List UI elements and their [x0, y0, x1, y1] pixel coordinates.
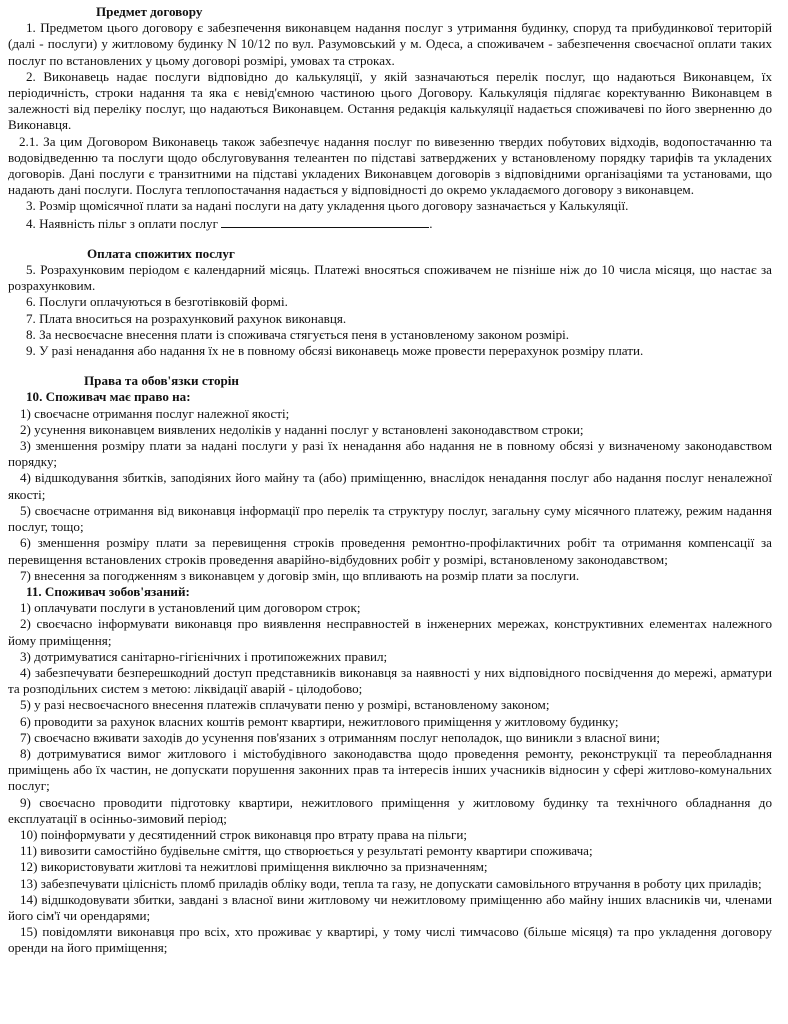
clause-9: 9. У разі ненадання або надання їх не в повному обсязі виконавець може провести перерахунок розміру плати. — [26, 343, 644, 359]
list-item: 9) своєчасно проводити підготовку квартири, нежитлового приміщення у житловому будинку та технічного обладнання до експлуатації в осінньо-зимовий період; — [8, 794, 772, 826]
list-item: 3) зменшення розміру плати за надані послуги у разі їх ненадання або надання не в повному обсязі у визначеному законодавством порядку; — [8, 438, 772, 470]
clause-7: 7. Плата вноситься на розрахунковий рахунок виконавця. — [26, 310, 347, 326]
list-item: 14) відшкодовувати збитки, завдані з власної вини житловому чи нежитловому приміщенню або майну інших власників чи, членами його сім'ї чи орендарями; — [8, 891, 772, 923]
clause-4-text: 4. Наявність пільг з оплати послуг — [26, 215, 218, 231]
list-item: 2) усунення виконавцем виявлених недоліків у наданні послуг у встановлені законодавством строки; — [20, 421, 584, 437]
clause-3: 3. Розмір щомісячної плати за надані послуги на дату укладення цього договору зазначається у Калькуляції. — [26, 198, 629, 214]
clause-2: 2. Виконавець надає послуги відповідно до калькуляції, у якій зазначаються перелік послуг, що надаються Виконавцем, їх періодичність, строки надання та яка є невід'ємною частиною цього Договору. Калькуляція підлягає коректуванню Виконавцем в залежності від переліку послуг, що надаються Виконавцем. Остання редакція калькуляції надається споживачеві по його зверненню до Виконавця. — [8, 68, 772, 133]
section-title-subject: Предмет договору — [96, 4, 203, 19]
list-item: 8) дотримуватися вимог житлового і містобудівного законодавства щодо проведення ремонту, реконструкції та переобладнання приміщень або їх частин, не допускати порушення законних прав та інтересів інших учасників відносин у сфері житлово-комунальних послуг; — [8, 745, 772, 794]
list-item: 1) своєчасне отримання послуг належної якості; — [20, 405, 290, 421]
list-item: 2) своєчасно інформувати виконавця про виявлення несправностей в інженерних мережах, конструктивних елементах належного йому приміщення; — [8, 616, 772, 648]
list-item: 7) своєчасно вживати заходів до усунення пов'язаних з отриманням послуг неполадок, що виникли з власної вини; — [20, 729, 661, 745]
consumer-duties-list — [8, 600, 772, 956]
consumer-duties-heading: 11. Споживач зобов'язаний: — [26, 583, 190, 599]
benefits-blank-line — [221, 215, 429, 228]
section-title-payment: Оплата спожитих послуг — [87, 245, 235, 261]
list-item: 4) відшкодування збитків, заподіяних його майну та (або) приміщенню, внаслідок ненадання послуг або надання послуг неналежної якості; — [8, 470, 772, 502]
list-item: 5) своєчасне отримання від виконавця інформації про перелік та структуру послуг, загальну суму місячного платежу, режим надання послуг, тощо; — [8, 502, 772, 535]
list-item: 7) внесення за погодженням з виконавцем у договір змін, що впливають на розмір плати за послуги. — [20, 567, 580, 583]
list-item: 6) проводити за рахунок власних коштів ремонт квартири, нежитлового приміщення у житловому будинку; — [20, 713, 619, 729]
list-item: 10) поінформувати у десятиденний строк виконавця про втрату права на пільги; — [20, 826, 467, 842]
list-item: 11) вивозити самостійно будівельне сміття, що створюється у результаті ремонту квартири споживача; — [20, 843, 593, 859]
list-item: 12) використовувати житлові та нежитлові приміщення виключно за призначенням; — [20, 859, 488, 875]
list-item: 6) зменшення розміру плати за перевищення строків проведення ремонтно-профілактичних робіт та отримання компенсації за перевищення встановлених строків проведення аварійно-відбудовних робіт у розмірі, встановленому законодавством; — [8, 535, 772, 567]
clause-6: 6. Послуги оплачуються в безготівковій формі. — [26, 294, 288, 310]
consumer-rights-heading: 10. Споживач має право на: — [26, 389, 191, 405]
list-item: 4) забезпечувати безперешкодний доступ представників виконавця за наявності у них відповідного посвідчення до мережі, арматури та розподільних систем з метою: ліквідації аварій - цілодобово; — [8, 664, 772, 697]
clause-1: 1. Предметом цього договору є забезпечення виконавцем надання послуг з утримання будинку, споруд та прибудинкової територій (далі - послуги) у житловому будинку N 10/12 по вул. Разумовський у м. Одеса, а споживачем - забезпечення своєчасної оплати таких послуг по встановлених у цьому договорі розмірі, умовах та строках. — [8, 20, 772, 68]
list-item: 3) дотримуватися санітарно-гігієнічних і протипожежних правил; — [20, 648, 388, 664]
clause-4: 4. Наявність пільг з оплати послуг . — [26, 215, 433, 231]
consumer-rights-list — [8, 406, 772, 584]
list-item: 15) повідомляти виконавця про всіх, хто проживає у квартирі, у тому числі тимчасово (більше місяця) та про укладення договору оренди на його приміщення; — [8, 924, 772, 956]
clause-8: 8. За несвоєчасне внесення плати із споживача стягується пеня в установленому законом розмірі. — [26, 326, 570, 342]
list-item: 5) у разі несвоєчасного внесення платежів сплачувати пеню у розмірі, встановленому законом; — [20, 697, 550, 713]
clause-5: 5. Розрахунковим періодом є календарний місяць. Платежі вносяться споживачем не пізніше ніж до 10 числа місяця, що настає за розрахунковим. — [8, 262, 772, 294]
list-item: 13) забезпечувати цілісність пломб приладів обліку води, тепла та газу, не допускати самовільного втручання в роботу цих приладів; — [20, 875, 762, 891]
clause-2-1: 2.1. За цим Договором Виконавець також забезпечує надання послуг по вивезенню твердих побутових відходів, водопостачанню та водовідведенню та послуги щодо обслуговування телеантен по підставі затверджених у встановленому порядку тарифів та укладених договорів. Дані послуги є транзитними на підставі укладених Виконавцем договорів з відповідними організаціями та установами, що надають дані послуги. Послуга теплопостачання надається у відповідності до окремо укладаємого договору з виконавцем. — [8, 133, 772, 198]
list-item: 1) оплачувати послуги в установлений цим договором строк; — [20, 600, 361, 616]
section-title-rights: Права та обов'язки сторін — [84, 373, 239, 389]
